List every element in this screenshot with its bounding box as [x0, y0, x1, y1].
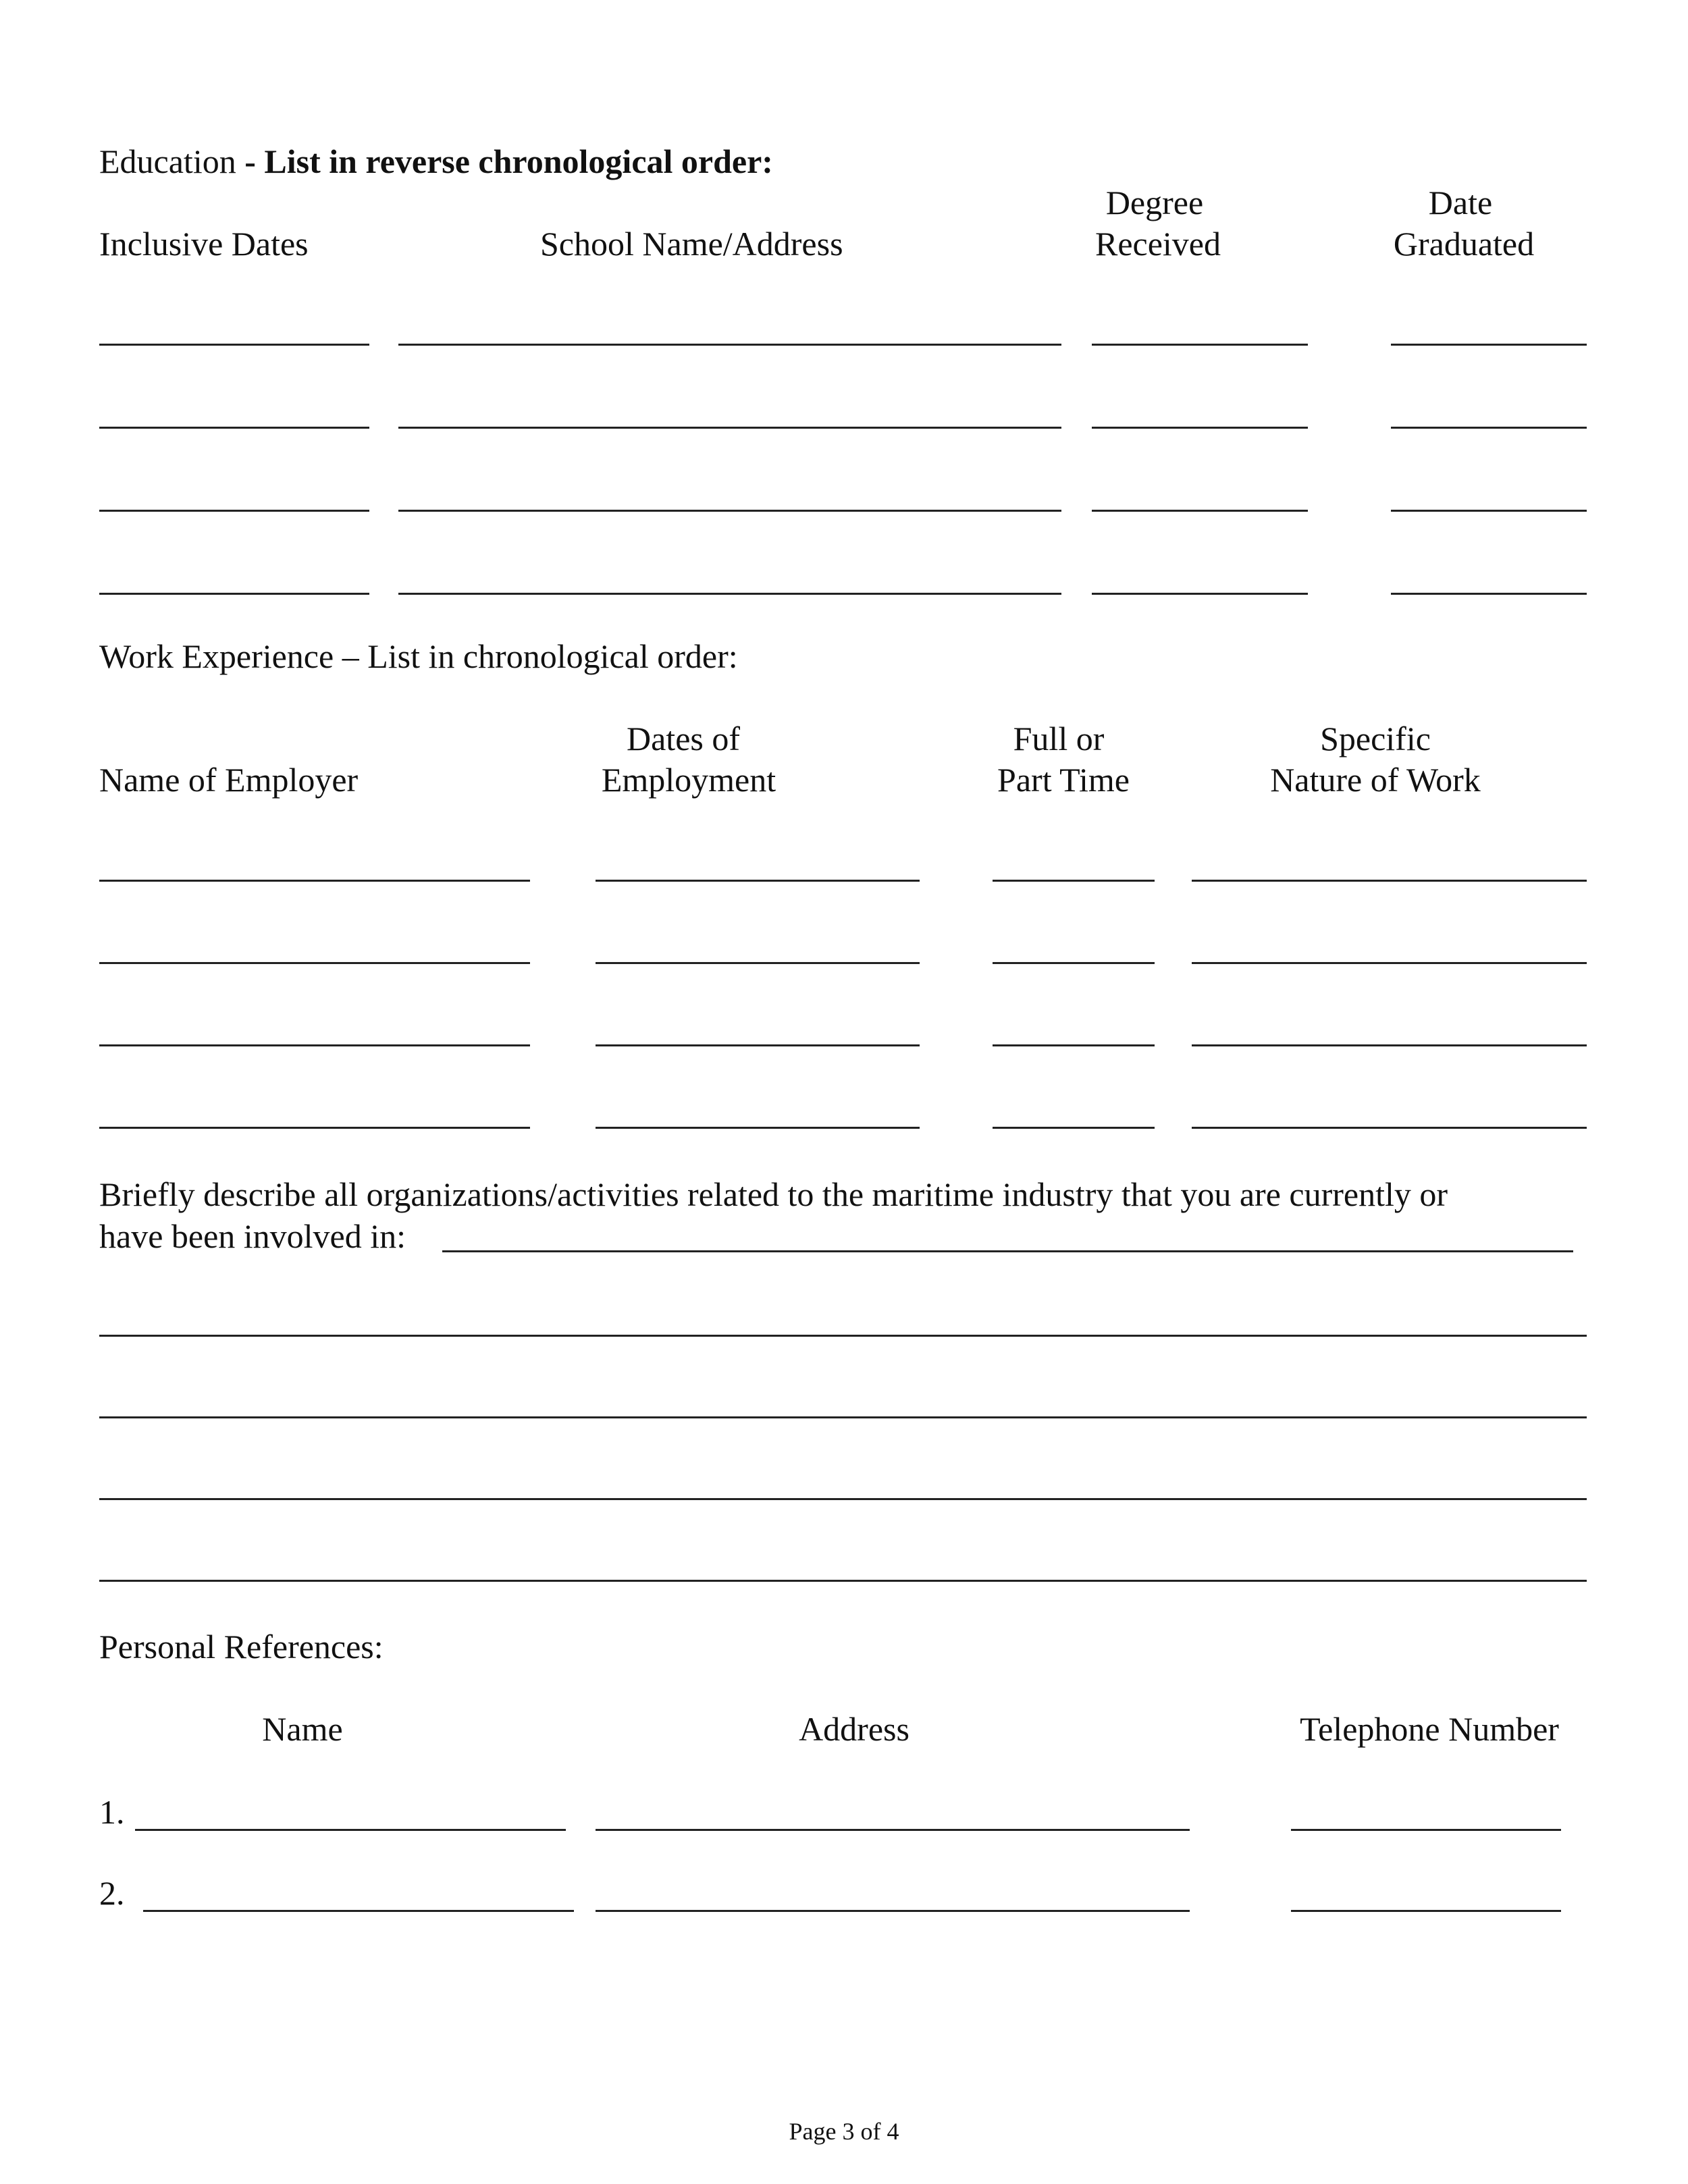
- inclusive-dates-field[interactable]: [99, 510, 369, 512]
- reference-name-field[interactable]: [143, 1910, 574, 1912]
- references-col-name: Name: [262, 1710, 343, 1748]
- school-name-field[interactable]: [398, 427, 1061, 429]
- page-number: Page 3 of 4: [789, 2118, 899, 2145]
- maritime-prompt-line1: Briefly describe all organizations/activities related to the maritime industry that you are currently or: [99, 1175, 1448, 1213]
- reference-number: 2.: [99, 1874, 125, 1912]
- nature-of-work-field[interactable]: [1192, 1044, 1587, 1046]
- employment-dates-field[interactable]: [596, 962, 920, 964]
- work-col-employer: Name of Employer: [99, 761, 359, 799]
- references-col-address: Address: [799, 1710, 909, 1748]
- date-graduated-field[interactable]: [1391, 427, 1587, 429]
- nature-of-work-field[interactable]: [1192, 880, 1587, 882]
- reference-phone-field[interactable]: [1291, 1910, 1561, 1912]
- references-col-phone: Telephone Number: [1300, 1710, 1559, 1748]
- school-name-field[interactable]: [398, 593, 1061, 595]
- employer-field[interactable]: [99, 1044, 530, 1046]
- degree-received-field[interactable]: [1092, 427, 1308, 429]
- maritime-answer-field[interactable]: [442, 1250, 1573, 1252]
- degree-received-field[interactable]: [1092, 510, 1308, 512]
- inclusive-dates-field[interactable]: [99, 427, 369, 429]
- work-col-nature-l2: Nature of Work: [1270, 761, 1481, 799]
- full-part-time-field[interactable]: [993, 1044, 1155, 1046]
- employment-dates-field[interactable]: [596, 1127, 920, 1129]
- reference-address-field[interactable]: [596, 1829, 1190, 1831]
- employer-field[interactable]: [99, 962, 530, 964]
- reference-address-field[interactable]: [596, 1910, 1190, 1912]
- work-col-time-l1: Full or: [1013, 720, 1105, 757]
- reference-name-field[interactable]: [135, 1829, 566, 1831]
- date-graduated-field[interactable]: [1391, 344, 1587, 346]
- employment-dates-field[interactable]: [596, 880, 920, 882]
- date-graduated-field[interactable]: [1391, 510, 1587, 512]
- references-heading: Personal References:: [99, 1628, 384, 1666]
- work-heading: Work Experience – List in chronological order:: [99, 637, 738, 675]
- degree-received-field[interactable]: [1092, 593, 1308, 595]
- employer-field[interactable]: [99, 880, 530, 882]
- maritime-answer-line[interactable]: [99, 1335, 1587, 1337]
- maritime-prompt-line2: have been involved in:: [99, 1217, 406, 1255]
- nature-of-work-field[interactable]: [1192, 962, 1587, 964]
- full-part-time-field[interactable]: [993, 1127, 1155, 1129]
- degree-received-field[interactable]: [1092, 344, 1308, 346]
- date-graduated-field[interactable]: [1391, 593, 1587, 595]
- work-col-time-l2: Part Time: [997, 761, 1130, 799]
- inclusive-dates-field[interactable]: [99, 344, 369, 346]
- work-col-nature-l1: Specific: [1320, 720, 1431, 757]
- work-col-dates-l1: Dates of: [627, 720, 740, 757]
- maritime-answer-line[interactable]: [99, 1416, 1587, 1418]
- employment-dates-field[interactable]: [596, 1044, 920, 1046]
- education-col-date-l1: Date: [1428, 184, 1493, 221]
- reference-number: 1.: [99, 1793, 125, 1831]
- nature-of-work-field[interactable]: [1192, 1127, 1587, 1129]
- maritime-answer-line[interactable]: [99, 1580, 1587, 1582]
- employer-field[interactable]: [99, 1127, 530, 1129]
- full-part-time-field[interactable]: [993, 880, 1155, 882]
- education-col-degree-l2: Received: [1094, 225, 1221, 263]
- full-part-time-field[interactable]: [993, 962, 1155, 964]
- maritime-answer-line[interactable]: [99, 1498, 1587, 1500]
- school-name-field[interactable]: [398, 344, 1061, 346]
- education-col-date-l2: Graduated: [1393, 225, 1535, 263]
- inclusive-dates-field[interactable]: [99, 593, 369, 595]
- reference-phone-field[interactable]: [1291, 1829, 1561, 1831]
- education-heading: Education - List in reverse chronological order:: [99, 142, 773, 180]
- education-col-inclusive-dates: Inclusive Dates: [99, 225, 309, 263]
- education-col-school: School Name/Address: [540, 225, 843, 263]
- work-col-dates-l2: Employment: [601, 761, 776, 799]
- education-col-degree-l1: Degree: [1105, 184, 1204, 221]
- school-name-field[interactable]: [398, 510, 1061, 512]
